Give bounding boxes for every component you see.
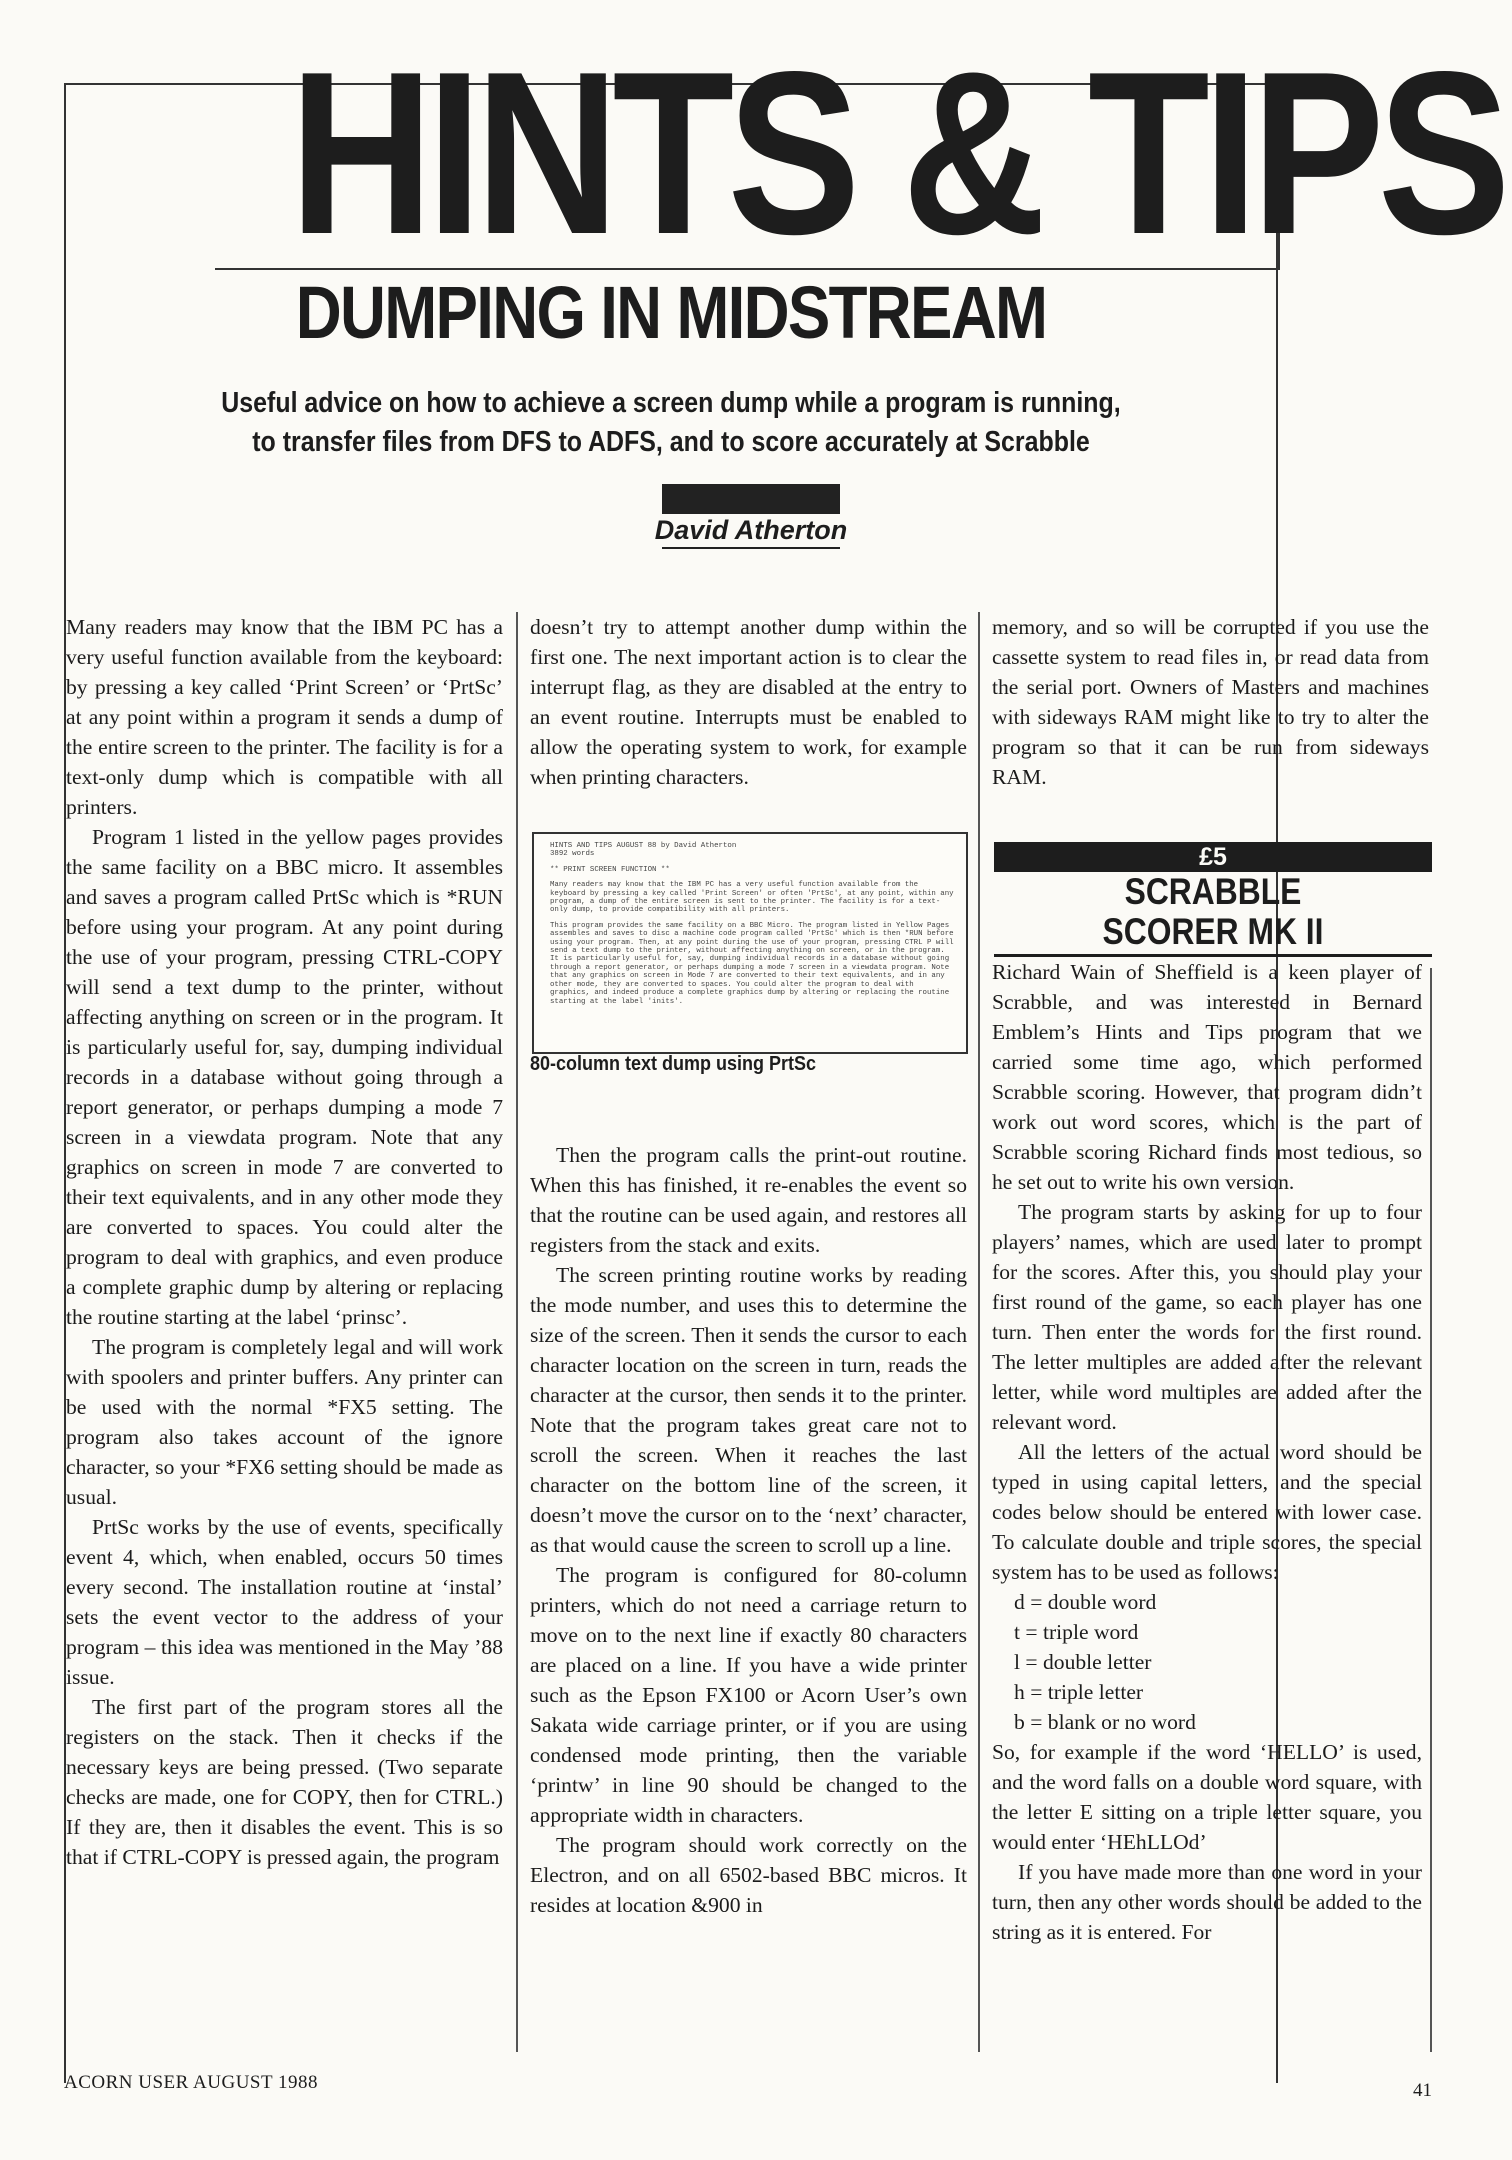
figure-caption: 80-column text dump using PrtSc bbox=[530, 1053, 817, 1075]
byline-bar bbox=[662, 484, 840, 514]
standfirst-line: Useful advice on how to achieve a screen dump while a program is running, bbox=[221, 387, 1121, 419]
code-item: h = triple letter bbox=[1014, 1680, 1144, 1704]
box-heading-line: SCRABBLE bbox=[1124, 871, 1302, 912]
standfirst-line: to transfer files from DFS to ADFS, and to score accurately at Scrabble bbox=[252, 426, 1090, 458]
byline: David Atherton bbox=[654, 515, 848, 545]
paragraph: So, for example if the word ‘HELLO’ is used, and the word falls on a double word square, with the letter E sitting on a triple letter square, you would enter ‘HEhLLOd’ bbox=[992, 1740, 1422, 1854]
code-item: t = triple word bbox=[1014, 1620, 1139, 1644]
column-rule bbox=[516, 612, 518, 2052]
article-headline: DUMPING IN MIDSTREAM bbox=[295, 271, 1047, 354]
section-banner bbox=[215, 24, 1504, 283]
paragraph: PrtSc works by the use of events, specifically event 4, which, when enabled, occurs 50 times every second. The installation routine at ‘instal’ sets the event vector to the address of your program – this idea was mentioned in the May ’88 issue. bbox=[66, 1515, 503, 1689]
paragraph: The program is configured for 80-column printers, which do not need a carriage return to move on to the next line if exactly 80 characters are placed on a line. If you have a wide printer such as the Epson FX100 or Acorn User’s own Sakata wide carriage printer, or if you are using condensed mode printing, then the variable ‘printw’ in line 90 should be changed to the appropriate width in characters. bbox=[530, 1563, 967, 1827]
paragraph: The first part of the program stores all the registers on the stack. Then it checks if the necessary keys are being pressed. (Two separate checks are made, one for COPY, then for CTRL.) If they are, then it disables the event. This is so that if CTRL-COPY is pressed again, the program bbox=[66, 1695, 503, 1869]
dump-line: Many readers may know that the IBM PC has a very useful function available from the keyboard by pressing a key called 'Print Screen' or often 'PrtSc', at any point, within any program, a dump of the entire screen is sent to the printer. The facility is for a text-only dump, to provide compatibility with all printers. bbox=[550, 881, 959, 915]
paragraph: The screen printing routine works by reading the mode number, and uses this to determine the size of the screen. Then it sends the cursor to each character location on the screen in turn, reads the character at the cursor, then sends it to the printer. Note that the program takes great care not to scroll the screen. When it reaches the last character on the bottom line of the screen, it doesn’t move the cursor on to the ‘next’ character, as that would cause the screen to scroll up a line. bbox=[530, 1263, 967, 1557]
box-heading bbox=[1025, 872, 1402, 952]
paragraph: memory, and so will be corrupted if you use the cassette system to read files in, or read data from the serial port. Owners of Masters and machines with sideways RAM might like to try to alter the program so that it can be run from sideways RAM. bbox=[992, 615, 1429, 789]
article-column-1 bbox=[66, 612, 503, 1872]
paragraph: The program should work correctly on the Electron, and on all 6502-based BBC micros. It resides at location &900 in bbox=[530, 1833, 967, 1917]
code-item: b = blank or no word bbox=[1014, 1710, 1196, 1734]
paragraph: The program is completely legal and will work with spoolers and printer buffers. Any printer can be used with the normal *FX5 setting. The program also takes account of the ignore character, so your *FX6 setting should be made as usual. bbox=[66, 1335, 503, 1509]
code-item: d = double word bbox=[1014, 1590, 1157, 1614]
paragraph: The program starts by asking for up to four players’ names, which are used later to prompt for the scores. After this, you should play your first round of the game, so each player has one turn. Then enter the words for the first round. The letter multiples are added after the relevant letter, while word multiples are added after the relevant word. bbox=[992, 1200, 1422, 1434]
paragraph: Then the program calls the print-out routine. When this has finished, it re-enables the event so that the routine can be used again, and restores all registers from the stack and exits. bbox=[530, 1143, 967, 1257]
dump-line: 3892 words bbox=[550, 850, 595, 859]
paragraph: doesn’t try to attempt another dump within the first one. The next important action is to clear the interrupt flag, as they are disabled at the entry to an event routine. Interrupts must be enabled to allow the operating system to work, for example when printing characters. bbox=[530, 615, 967, 789]
prize-amount: £5 bbox=[1199, 843, 1227, 871]
code-list bbox=[992, 1587, 1422, 1737]
column-rule bbox=[978, 612, 980, 2052]
standfirst bbox=[180, 384, 1162, 462]
box-side-rule bbox=[1430, 968, 1432, 2052]
dump-line: This program provides the same facility on a BBC Micro. The program listed in Yellow Pages assembles and saves to disc a machine code program called 'PrtSc' which is then *RUN before using your program. Then, at any point during the use of your program, pressing CTRL P will send a text dump to the printer, without affecting anything on screen, or in the program. It is particularly useful for, say, dumping individual records in a database without going through a report generator, or perhaps dumping a mode 7 screen in a viewdata program. Note that any graphics on screen in Mode 7 are converted to their text equivalents, and in any other mode, they are converted to spaces. You could alter the program to deal with graphics, and indeed produce a complete graphics dump by altering or replacing the routine starting at the label 'inits'. bbox=[550, 921, 959, 1006]
article-column-2-bottom bbox=[530, 1140, 967, 1920]
paragraph: Many readers may know that the IBM PC has a very useful function available from the keyboard: by pressing a key called ‘Print Screen’ or ‘PrtSc’ at any point within a program it sends a dump of the entire screen to the printer. The facility is for a text-only dump which is compatible with all printers. bbox=[66, 615, 503, 819]
dump-line: ** PRINT SCREEN FUNCTION ** bbox=[550, 865, 670, 874]
paragraph: Program 1 listed in the yellow pages provides the same facility on a BBC micro. It assembles and saves a program called PrtSc which is *RUN before using your program. At any point during the use of your program, pressing CTRL-COPY will send a text dump to the printer, without affecting anything on screen or in the program. It is particularly useful for, say, dumping individual records in a database without going through a report generator, or perhaps dumping a mode 7 screen in a viewdata program. Note that any graphics on screen in mode 7 are converted to their text equivalents, and in any other mode they are converted to spaces. You could alter the program to deal with graphics, and even produce a complete graphic dump by altering or replacing the routine starting at the label ‘prinsc’. bbox=[66, 825, 503, 1329]
paragraph: Richard Wain of Sheffield is a keen player of Scrabble, and was interested in Bernard Emblem’s Hints and Tips program that we carried some time ago, which performed Scrabble scoring. However, that program didn’t work out word scores, which is the part of Scrabble scoring Richard finds most tedious, so he set out to write his own version. bbox=[992, 960, 1422, 1194]
paragraph: All the letters of the actual word should be typed in using capital letters, and the special codes below should be entered with lower case. To calculate double and triple scores, the special system has to be used as follows: bbox=[992, 1440, 1422, 1584]
paragraph: If you have made more than one word in your turn, then any other words should be added to the string as it is entered. For bbox=[992, 1860, 1422, 1944]
byline-rule bbox=[662, 547, 840, 549]
dump-line: HINTS AND TIPS AUGUST 88 by David Atherton bbox=[550, 842, 737, 850]
footer-magazine: ACORN USER AUGUST 1988 bbox=[64, 2072, 318, 2093]
code-item: l = double letter bbox=[1014, 1650, 1152, 1674]
text-dump-figure bbox=[532, 832, 968, 1054]
article-column-2-top bbox=[530, 612, 967, 792]
article-column-3-bottom bbox=[992, 957, 1422, 1947]
section-title: HINTS & TIPS bbox=[289, 24, 1504, 283]
article-column-3-top bbox=[992, 612, 1429, 792]
page-number: 41 bbox=[1413, 2080, 1432, 2101]
box-heading-line: SCORER MK II bbox=[1102, 911, 1324, 952]
